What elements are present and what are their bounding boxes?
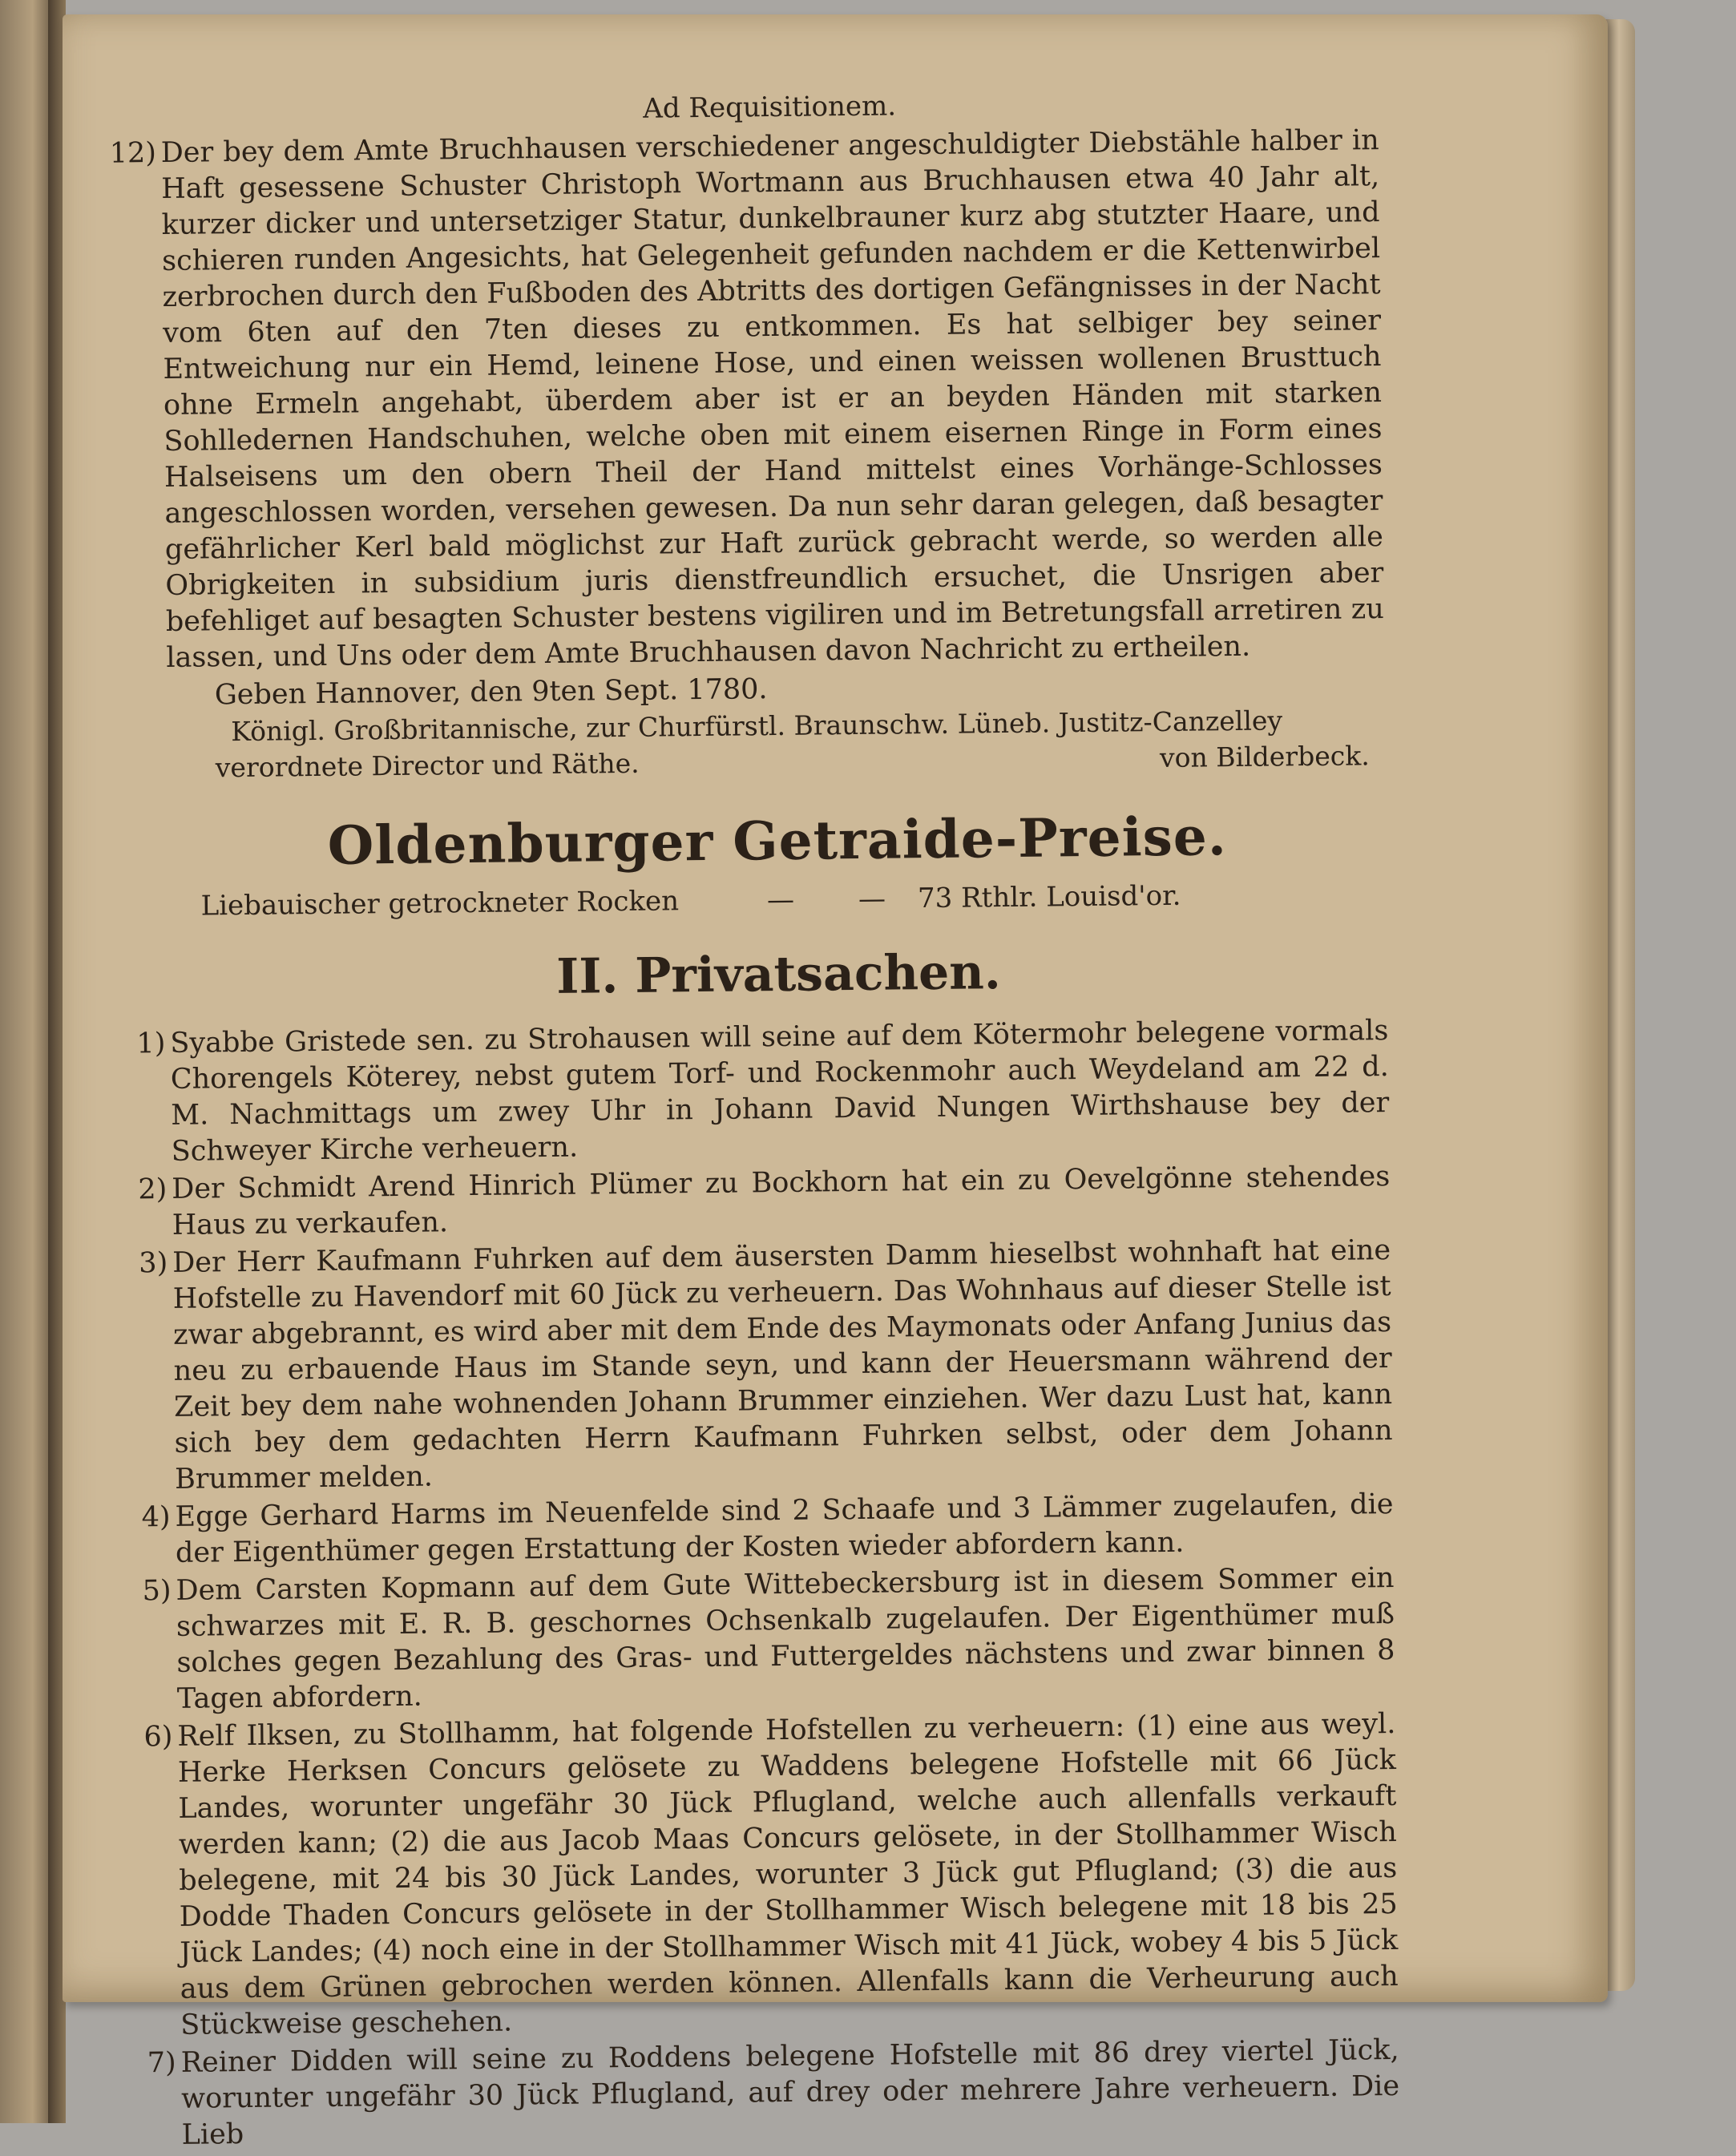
item-text: Egge Gerhard Harms im Neuenfelde sind 2 Schaafe und 3 Lämmer zugelaufen, die der Eigenthümer gegen Erstattung der Kosten wieder abfordern kann. [175, 1488, 1394, 1569]
list-item [147, 2033, 1400, 2154]
item-text: Der Schmidt Arend Hinrich Plümer zu Bockhorn hat ein zu Oevelgönne stehendes Haus zu verkaufen. [172, 1161, 1391, 1242]
item-number: 1) [136, 1027, 166, 1060]
item-text: Syabbe Gristede sen. zu Strohausen will seine auf dem Kötermohr belegene vormals Chorengels Köterey, nebst gutem Torf- und Rockenmohr auch Weydeland am 22 d. M. Nachmittags um zwey Uhr in Johann David Nungen Wirthshause bey der Schweyer Kirche verheuern. [170, 1015, 1390, 1168]
chancery-line: Königl. Großbritannische, zur Churfürstl. Braunschw. Lüneb. Justitz-Canzelley [231, 705, 1283, 748]
printed-text [109, 83, 1400, 2155]
list-item [143, 1706, 1399, 2044]
requisition-text: Der bey dem Amte Bruchhausen verschiedener angeschuldigter Diebstähle halber in Haft gesessene Schuster Christoph Wortmann aus Bruchhausen etwa 40 Jahr alt, kurzer dicker und untersetziger Statur, dunkelbrauner kurz abg stutzter Haare, und schieren runden Angesichts, hat Gelegenheit gefunden nachdem er die Kettenwirbel zerbrochen durch den Fußboden des Abtritts des dortigen Gefängnisses in der Nacht vom 6ten auf den 7ten dieses zu entkommen. Es hat selbiger bey seiner Entweichung nur ein Hemd, leinene Hose, und einen weissen wollenen Brusttuch ohne Ermeln angehabt, überdem aber ist er an beyden Händen mit starken Sohlledernen Handschuhen, welche oben mit einem eisernen Ringe in Form eines Halseisens um den obern Theil der Hand mittelst eines Vorhänge-Schlosses angeschlossen worden, versehen gewesen. Da nun sehr daran gelegen, daß besagter gefährlicher Kerl bald möglichst zur Haft zurück gebracht werde, so werden alle Obrigkeiten in subsidium juris dienstfreundlich ersuchet, die Unsrigen aber befehliget auf besagten Schuster bestens vigiliren und im Betretungsfall arretiren zu lassen, und Uns oder dem Amte Bruchhausen davon Nachricht zu ertheilen. [160, 124, 1384, 674]
item-number: 3) [139, 1246, 168, 1280]
list-item [138, 1159, 1391, 1244]
section-heading-privatsachen: II. Privatsachen. [555, 944, 1002, 1005]
private-notices-list [136, 1013, 1400, 2154]
running-head: Ad Requisitionem. [643, 90, 897, 125]
price-item: Liebauischer getrockneter Rocken [200, 885, 680, 923]
signatory: von Bilderbeck. [1159, 740, 1370, 773]
officials-title: verordnete Director und Räthe. [215, 747, 640, 784]
left-page-edge [0, 0, 55, 2123]
given-date-line: Geben Hannover, den 9ten Sept. 1780. [214, 673, 768, 712]
price-row [200, 876, 1387, 924]
grain-prices-heading: Oldenburger Getraide-Preise. [327, 805, 1228, 877]
item-number: 5) [142, 1574, 172, 1608]
item-number: 12) [109, 137, 157, 170]
item-text: Reiner Didden will seine zu Roddens belegene Hofstelle mit 86 drey viertel Jück, worunter ungefähr 30 Jück Pflugland, auf drey oder mehrere Jahre verheuern. Die Lieb [180, 2033, 1400, 2151]
item-number: 7) [147, 2046, 176, 2080]
item-number: 2) [138, 1173, 168, 1206]
list-item [139, 1233, 1393, 1498]
item-text: Der Herr Kaufmann Fuhrken auf dem äusersten Damm hieselbst wohnhaft hat eine Hofstelle zu Havendorf mit 60 Jück zu verheuern. Das Wohnhaus auf dieser Stelle ist zwar abgebrannt, es wird aber mit dem Ende des Maymonats oder Anfang Junius das neu zu erbauende Haus im Stande seyn, und kann der Heuersmann während der Zeit bey dem nahe wohnenden Johann Brummer einziehen. Wer dazu Lust hat, kann sich bey dem gedachten Herrn Kaufmann Fuhrken selbst, oder dem Johann Brummer melden. [172, 1234, 1393, 1496]
item-text: Dem Carsten Kopmann auf dem Gute Wittebeckersburg ist in diesem Sommer ein schwarzes mit E. R. B. geschornes Ochsenkalb zugelaufen. Der Eigenthümer muß solches gegen Bezahlung des Gras- und Futtergeldes nächstens und zwar binnen 8 Tagen abfordern. [176, 1561, 1395, 1715]
price-dash: — [766, 883, 795, 917]
price-value: 73 Rthlr. Louisd'or. [917, 879, 1181, 915]
page-stack-edge [1603, 19, 1635, 1991]
list-item [141, 1487, 1394, 1572]
item-number: 6) [143, 1720, 173, 1754]
item-number: 4) [141, 1500, 171, 1534]
list-item [136, 1013, 1390, 1170]
item-text: Relf Ilksen, zu Stollhamm, hat folgende Hofstellen zu verheuern: (1) eine aus weyl. Herke Herksen Concurs gelösete zu Waddens belegene Hofstelle mit 66 Jück Landes, worunter ungefähr 30 Jück Pflugland, welche auch allenfalls verkauft werden kann; (2) die aus Jacob Maas Concurs gelösete, in der Stollhammer Wisch belegene, mit 24 bis 30 Jück Landes, worunter 3 Jück gut Pflugland; (3) die aus Dodde Thaden Concurs gelösete in der Stollhammer Wisch belegene mit 18 bis 25 Jück Landes; (4) noch eine in der Stollhammer Wisch mit 41 Jück, wobey 4 bis 5 Jück aus dem Grünen gebrochen werden können. Allenfalls kann die Verheurung auch Stückweise geschehen. [177, 1707, 1399, 2041]
list-item [142, 1560, 1395, 1718]
requisition-notice [109, 123, 1385, 676]
price-dash: — [858, 882, 886, 915]
